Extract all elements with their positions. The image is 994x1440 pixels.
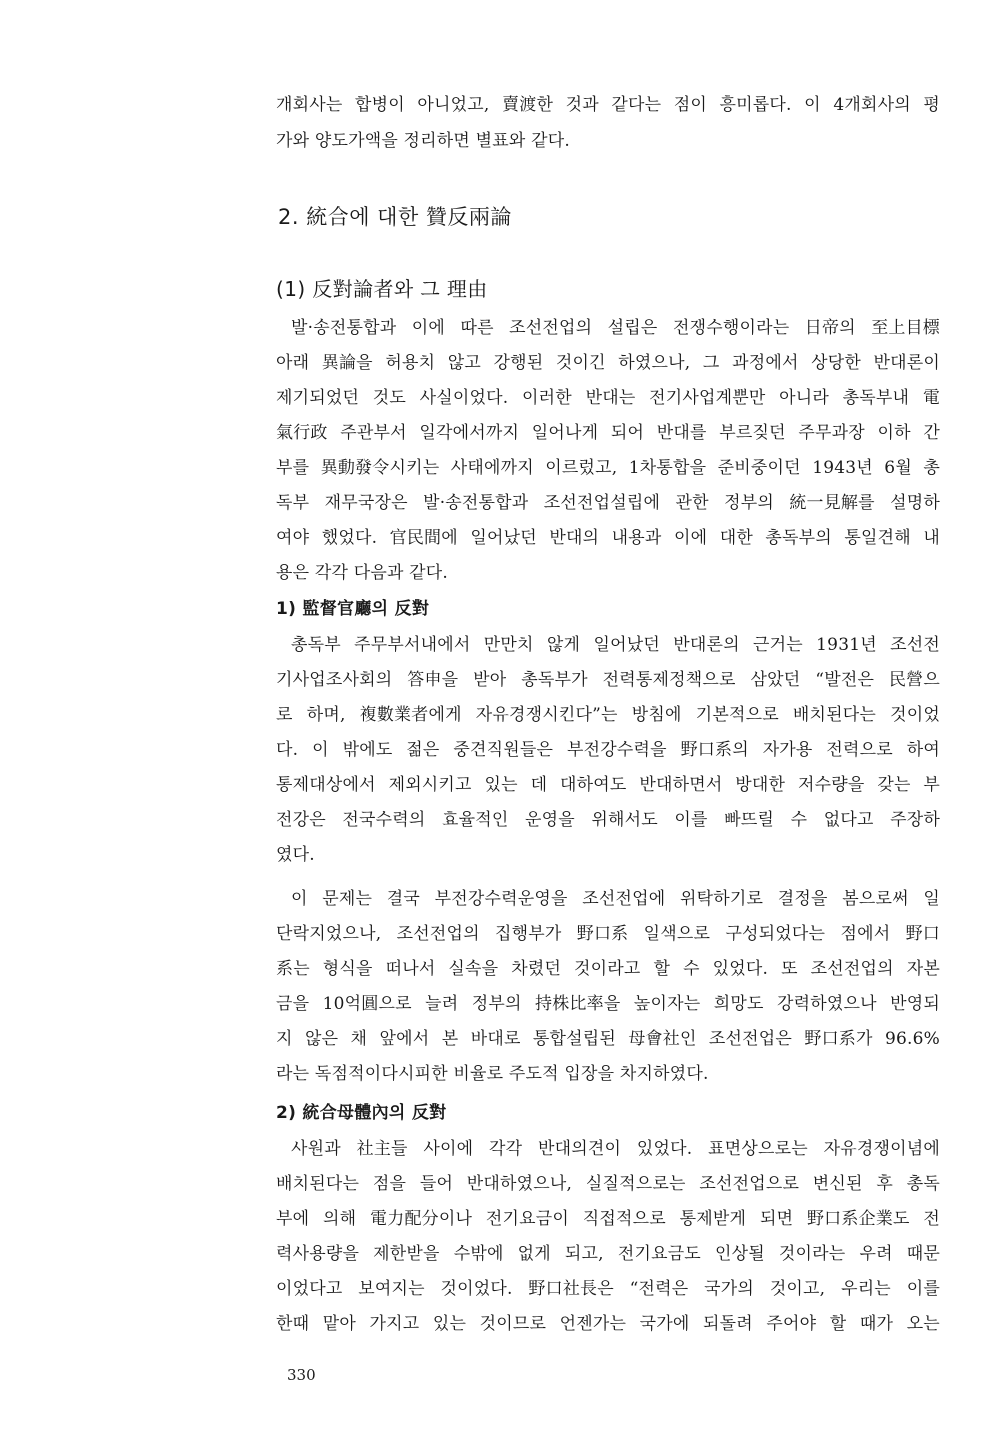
- paragraph-line: 제기되었던 것도 사실이었다. 이러한 반대는 전기사업계뿐만 아니라 총독부내 電: [276, 388, 941, 408]
- paragraph-line: 이었다고 보여지는 것이었다. 野口社長은 “전력은 국가의 것이고, 우리는 이를: [276, 1279, 940, 1299]
- paragraph-line: 단락지었으나, 조선전업의 집행부가 野口系 일색으로 구성되었다는 점에서 野口: [276, 924, 941, 944]
- paragraph-line: 여야 했었다. 官民間에 일어났던 반대의 내용과 이에 대한 총독부의 통일견해 내: [276, 528, 940, 548]
- paragraph-line: 사원과 社主들 사이에 각각 반대의견이 있었다. 표면상으로는 자유경쟁이념에: [291, 1139, 941, 1159]
- paragraph-line: 금을 10억圓으로 늘려 정부의 持株比率을 높이자는 희망도 강력하였으나 반영되: [276, 994, 940, 1014]
- paragraph-line: 부를 異動發令시키는 사태에까지 이르렀고, 1차통합을 준비중이던 1943년 6월 총: [276, 458, 940, 478]
- paragraph-line: 가와 양도가액을 정리하면 별표와 같다.: [276, 131, 570, 151]
- paragraph-line: 력사용량을 제한받을 수밖에 없게 되고, 전기요금도 인상될 것이라는 우려 때문: [276, 1244, 940, 1264]
- paragraph-line: 아래 異論을 허용치 않고 강행된 것이긴 하였으나, 그 과정에서 상당한 반대론이: [276, 353, 941, 373]
- paragraph-line: 기사업조사회의 答申을 받아 총독부가 전력통제정책으로 삼았던 “발전은 民營으: [276, 670, 940, 690]
- paragraph-line: 로 하며, 複數業者에게 자유경쟁시킨다”는 방침에 기본적으로 배치된다는 것이었: [276, 705, 940, 725]
- paragraph-line: 독부 재무국장은 발·송전통합과 조선전업설립에 관한 정부의 統一見解를 설명하: [276, 493, 940, 513]
- paragraph-line: 배치된다는 점을 들어 반대하였으나, 실질적으로는 조선전업으로 변신된 후 총독: [276, 1174, 940, 1194]
- paragraph-line: 전강은 전국수력의 효율적인 운영을 위해서도 이를 빠뜨릴 수 없다고 주장하: [276, 810, 940, 830]
- paragraph-line: 용은 각각 다음과 같다.: [276, 563, 449, 583]
- paragraph-line: 라는 독점적이다시피한 비율로 주도적 입장을 차지하였다.: [276, 1064, 709, 1084]
- paragraph-line: 통제대상에서 제외시키고 있는 데 대하여도 반대하면서 방대한 저수량을 갖는 부: [276, 775, 941, 795]
- paragraph-line: 系는 형식을 떠나서 실속을 차렸던 것이라고 할 수 있었다. 또 조선전업의 자본: [276, 959, 940, 979]
- paragraph-line: 부에 의해 電力配分이나 전기요금이 직접적으로 통제받게 되면 野口系企業도 전: [276, 1209, 940, 1229]
- item-title: 2) 統合母體內의 反對: [276, 1103, 447, 1123]
- paragraph-line: 총독부 주무부서내에서 만만치 않게 일어났던 반대론의 근거는 1931년 조선전: [291, 635, 940, 655]
- paragraph-line: 개회사는 합병이 아니었고, 賣渡한 것과 같다는 점이 흥미롭다. 이 4개회사의 평: [276, 95, 940, 115]
- item-title: 1) 監督官廳의 反對: [276, 599, 430, 619]
- section-title: 2. 統合에 대한 贊反兩論: [278, 205, 512, 229]
- paragraph-line: 다. 이 밖에도 젊은 중견직원들은 부전강수력을 野口系의 자가용 전력으로 하여: [276, 740, 941, 760]
- paragraph-line: 발·송전통합과 이에 따른 조선전업의 설립은 전쟁수행이라는 日帝의 至上目標: [291, 318, 941, 338]
- paragraph-line: 였다.: [276, 845, 315, 865]
- paragraph-line: 氣行政 주관부서 일각에서까지 일어나게 되어 반대를 부르짖던 주무과장 이하 간: [276, 423, 940, 443]
- paragraph-line: 한때 맡아 가지고 있는 것이므로 언젠가는 국가에 되돌려 주어야 할 때가 오는: [276, 1314, 940, 1334]
- paragraph-line: 이 문제는 결국 부전강수력운영을 조선전업에 위탁하기로 결정을 봄으로써 일: [291, 889, 940, 909]
- subsection-title: (1) 反對論者와 그 理由: [276, 277, 488, 301]
- paragraph-line: 지 않은 채 앞에서 본 바대로 통합설립된 母會社인 조선전업은 野口系가 96.6%: [276, 1029, 940, 1049]
- page-number: 330: [287, 1366, 316, 1384]
